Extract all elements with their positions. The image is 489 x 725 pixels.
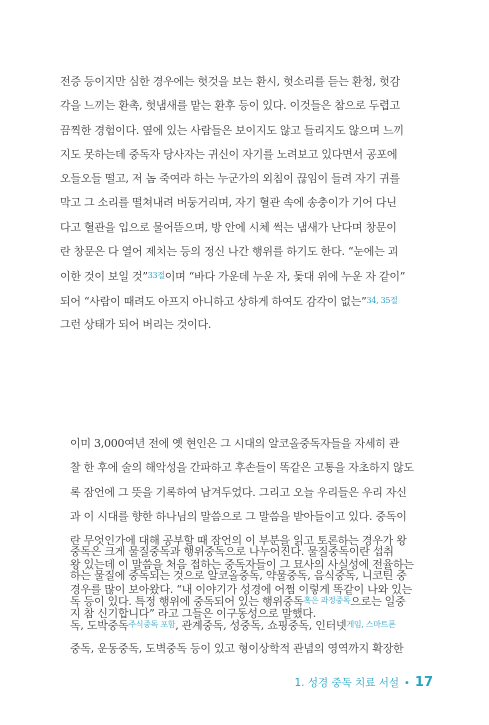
text-run: 이한 것이 보일 것”	[60, 270, 148, 284]
footer-bullet: •	[404, 678, 410, 689]
text-line: 전증 등이지만 심한 경우에는 헛것을 보는 환시, 헛소리를 듣는 환청, 헛감	[60, 75, 400, 88]
text-line: 경우를 많이 보아왔다. “내 이야기가 성경에 어쩜 이렇게 똑같이 나와 있는	[70, 582, 412, 596]
text-line: 찰 한 후에 술의 해악성을 간파하고 후손들이 똑같은 고통을 자초하지 않도	[70, 461, 414, 475]
text-line: 다고 혈관을 입으로 물어뜯으며, 방 안에 시체 썩는 냄새가 난다며 창문이	[60, 220, 397, 234]
text-line	[60, 289, 452, 313]
text-line: 각을 느끼는 환촉, 헛냄새를 맡는 환후 등이 있다. 이것들은 참으로 두렵고	[60, 99, 400, 113]
paragraph-3	[60, 540, 452, 661]
page-number: 17	[414, 675, 433, 690]
chapter-title: 1. 성경 중독 치료 서설	[294, 677, 399, 689]
text-line: 왕 있는데 이 말씀을 처음 접하는 중독자들이 그 묘사의 사실성에 전율하는	[70, 558, 414, 572]
text-line: 하는 물질에 중독되는 것으로 알코올중독, 약물중독, 음식중독, 니코틴 중	[70, 569, 407, 583]
text-line: 막고 그 소리를 떨쳐내려 버둥거리며, 자기 혈관 속에 송충이가 기어 다닌	[60, 196, 397, 210]
text-line: 란 무엇인가에 대해 공부할 때 잠언의 이 부분을 읽고 토론하는 경우가 왕	[70, 534, 407, 548]
text-line: 그런 상태가 되어 버리는 것이다.	[60, 317, 212, 331]
text-line	[60, 613, 452, 637]
verse-note: 34, 35절	[366, 295, 398, 305]
text-line	[60, 264, 452, 288]
verse-note: 주식중독 포함	[128, 619, 176, 629]
paragraph-1	[60, 70, 452, 337]
text-line: 란 창문은 다 열어 제치는 등의 정신 나간 행위를 하기도 한다. “눈에는 괴	[60, 245, 399, 259]
verse-note: 게임, 스마트폰	[346, 619, 396, 629]
text-line	[60, 589, 452, 613]
text-line: 중독, 운동중독, 도벽중독 등이 있고 형이상학적 관념의 영역까지 확장한	[70, 642, 404, 656]
verse-note: 혹은 과정중독	[303, 595, 351, 605]
text-run: 되어 “사람이 때려도 아프지 아니하고 상하게 하여도 감각이 없는”	[60, 294, 367, 308]
text-line: 록 잠언에 그 뜻을 기록하여 남겨두었다. 그리고 오늘 우리들은 우리 자신	[70, 485, 407, 499]
text-line: 과 이 시대를 향한 하나님의 말씀으로 그 말씀을 받아들이고 있다. 중독이	[70, 509, 407, 523]
text-run: 으로는 일중	[350, 594, 406, 608]
text-line: 이미 3,000여년 전에 옛 현인은 그 시대의 알코올중독자들을 자세히 관	[70, 437, 400, 450]
text-line: 지 참 신기합니다” 라고 그들은 이구동성으로 말했다.	[70, 607, 316, 621]
text-run: 이며 “바다 가운데 누운 자, 돛대 위에 누운 자 같이”	[164, 270, 406, 284]
text-line: 끔찍한 경험이다. 옆에 있는 사람들은 보이지도 않고 들리지도 않으며 느끼	[60, 123, 404, 137]
text-line: 중독은 크게 물질중독과 행위중독으로 나누어진다. 물질중독이란 섭취	[70, 545, 394, 558]
text-line: 지도 못하는데 중독자 당사자는 귀신이 자기를 노려보고 있다면서 공포에	[60, 147, 398, 161]
text-run: 독, 도박중독	[70, 618, 129, 632]
verse-note: 33절	[147, 271, 165, 281]
text-line: 오들오들 떨고, 저 놈 죽여라 하는 누군가의 외침이 끊임이 들려 자기 귀를	[60, 172, 400, 186]
page-footer	[294, 675, 433, 690]
text-run: , 관계중독, 성중독, 쇼핑중독, 인터넷	[175, 618, 347, 632]
text-run: 독 등이 있다. 특정 행위에 중독되어 있는 행위중독	[70, 594, 304, 608]
